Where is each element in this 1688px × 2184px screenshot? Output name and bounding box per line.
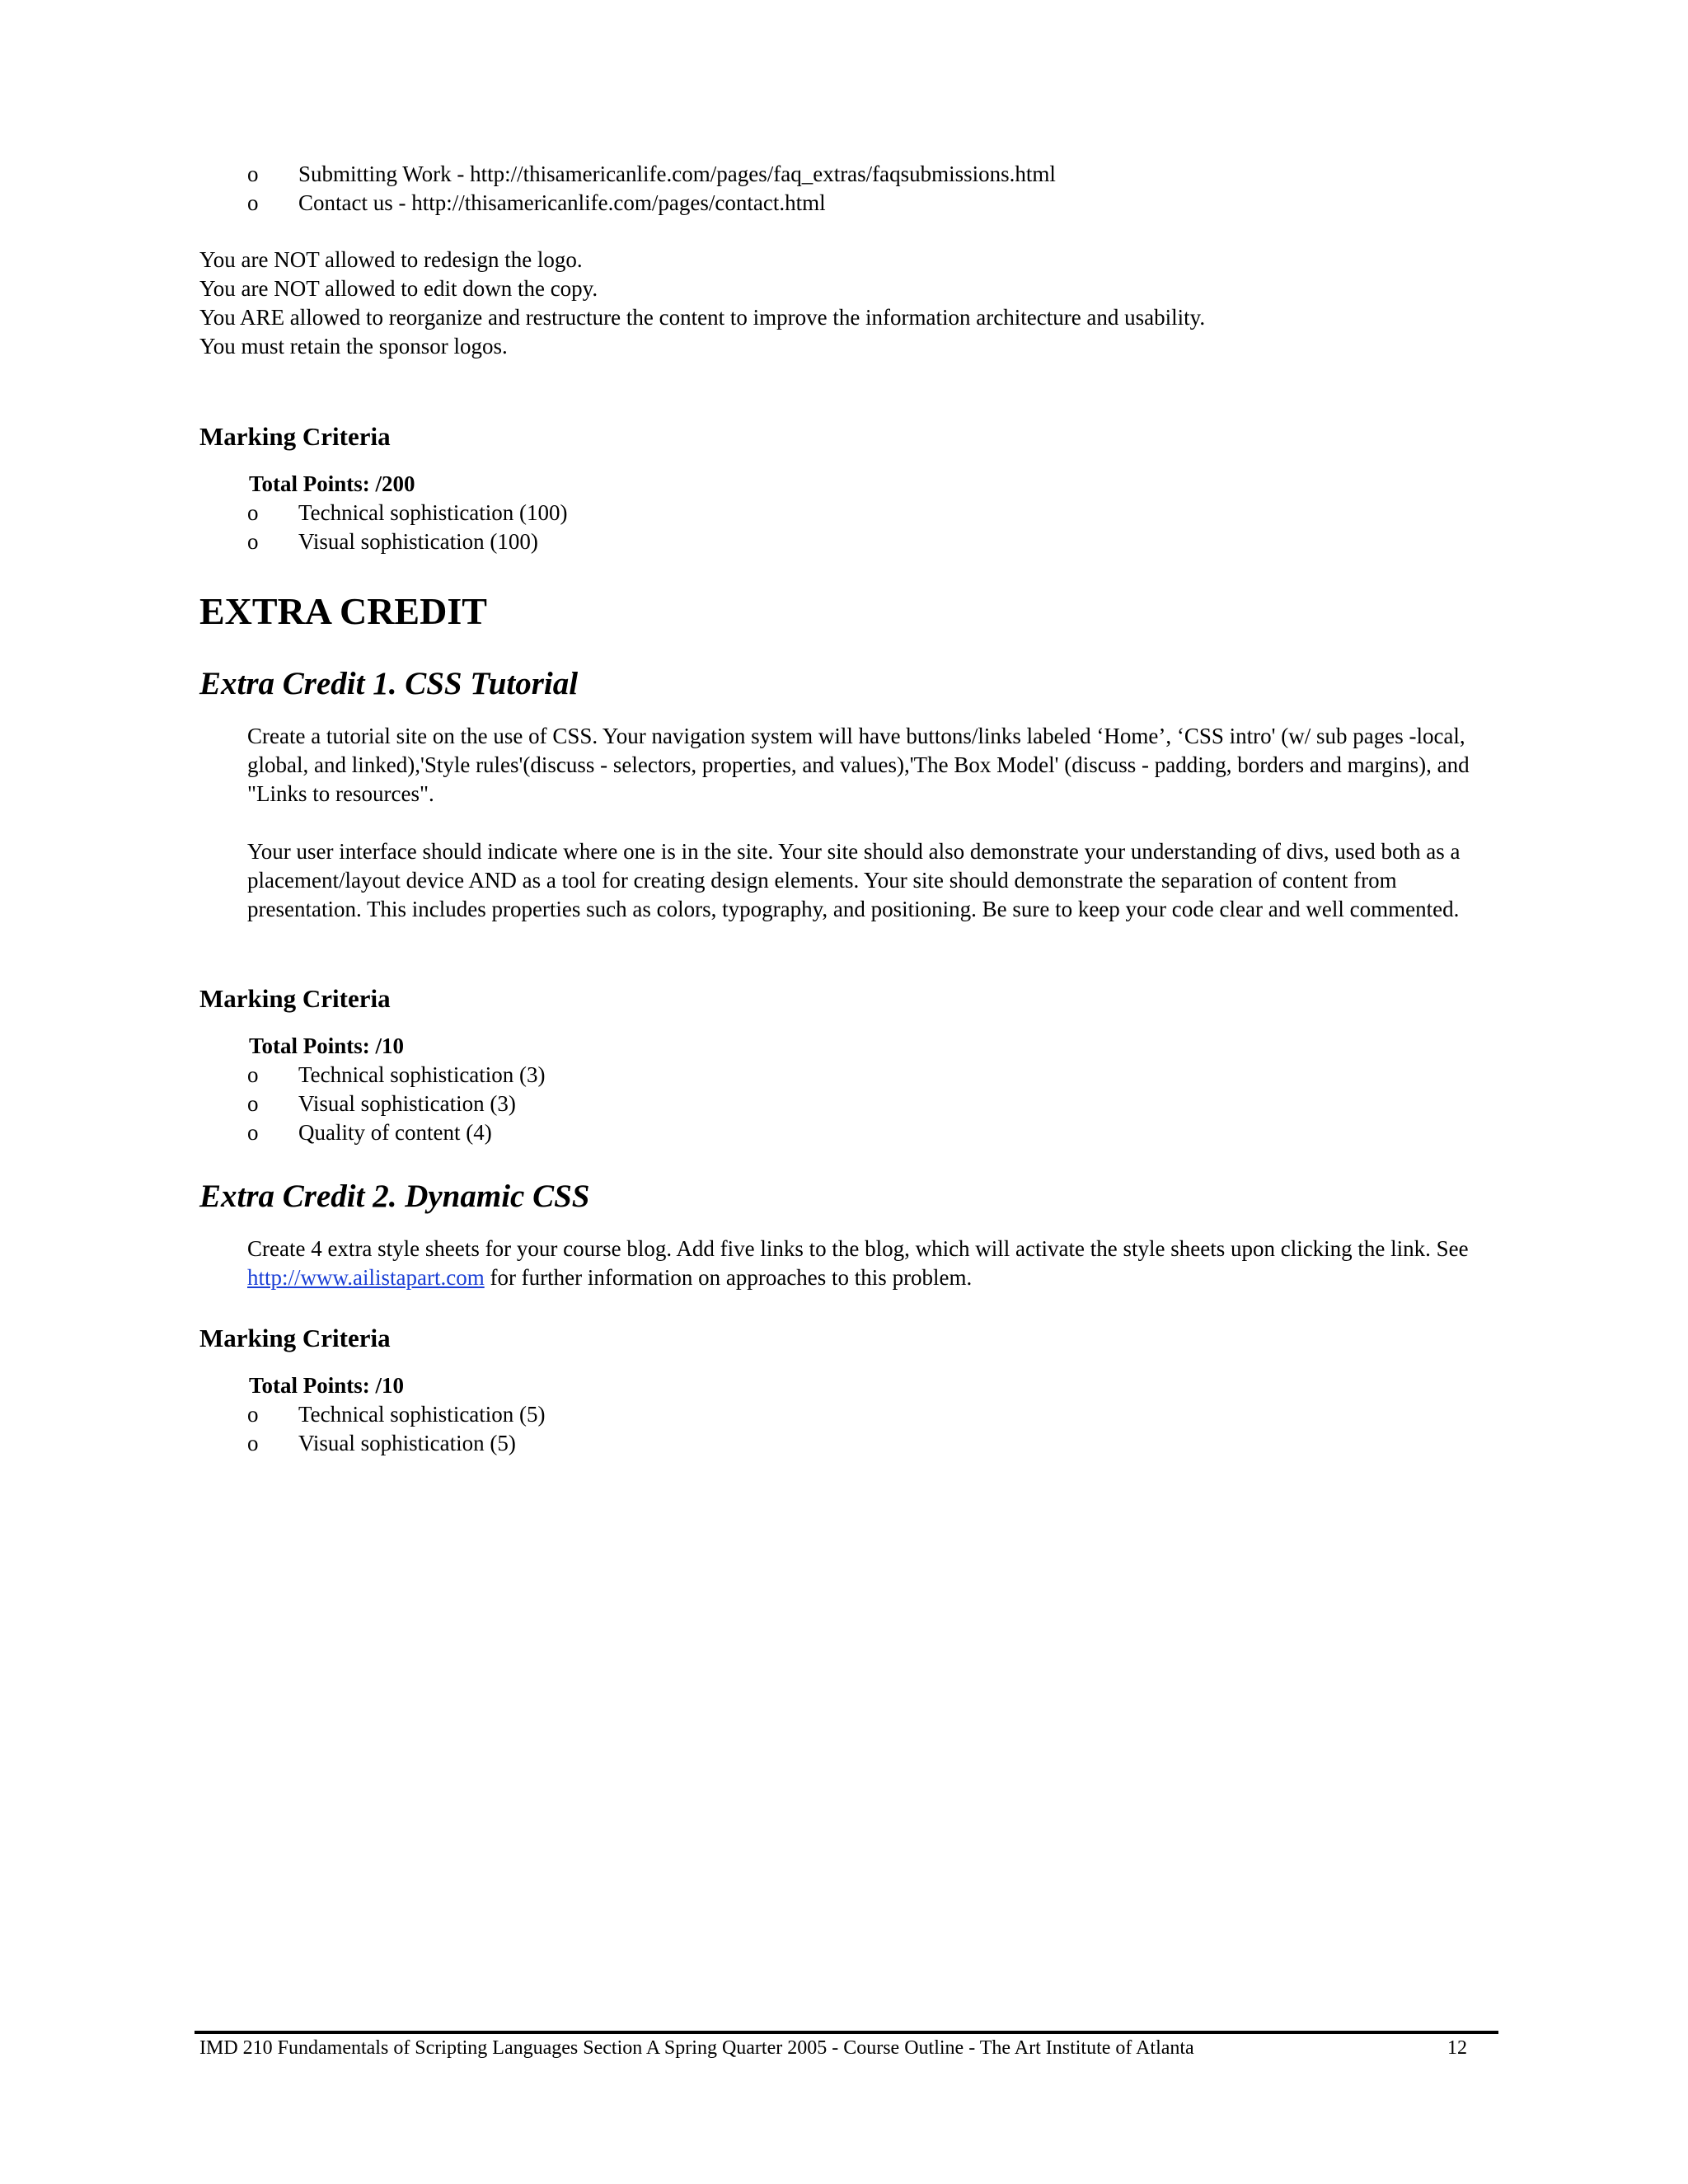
bullet-mark: o — [247, 529, 259, 554]
rule-line: You ARE allowed to reorganize and restructure the content to improve the information architecture and usability. — [199, 305, 1206, 330]
extra-credit-1-title: Extra Credit 1. CSS Tutorial — [199, 666, 579, 701]
extra-credit-1-paragraph-1 — [247, 722, 1500, 808]
bullet-mark: o — [247, 1062, 259, 1087]
list-item-text: Technical sophistication (3) — [298, 1062, 546, 1087]
footer-text: IMD 210 Fundamentals of Scripting Languages Section A Spring Quarter 2005 - Course Outline - The Art Institute of Atlanta — [199, 2037, 1194, 2059]
paragraph-text-start: Create 4 extra style sheets for your course blog. Add five links to the blog, which will activate the style sheets upon clicking the link. See — [247, 1236, 1469, 1261]
bullet-mark: o — [247, 500, 259, 525]
page-number: 12 — [1447, 2037, 1467, 2059]
rule-line: You are NOT allowed to edit down the copy. — [199, 276, 598, 301]
marking-criteria-heading: Marking Criteria — [199, 1324, 391, 1352]
rule-line: You must retain the sponsor logos. — [199, 334, 508, 359]
list-item-text: Contact us - http://thisamericanlife.com/pages/contact.html — [298, 190, 826, 215]
list-item-text: Visual sophistication (100) — [298, 529, 538, 554]
bullet-mark: o — [247, 190, 259, 215]
paragraph-text-end: for further information on approaches to this problem. — [484, 1265, 973, 1290]
bullet-mark: o — [247, 1402, 259, 1427]
extra-credit-1-paragraph-2 — [247, 837, 1500, 924]
list-item-text: Submitting Work - http://thisamericanlife.com/pages/faq_extras/faqsubmissions.html — [298, 162, 1056, 186]
marking-criteria-heading: Marking Criteria — [199, 422, 391, 451]
paragraph-text: Create a tutorial site on the use of CSS. Your navigation system will have buttons/links labeled ‘Home’, ‘CSS intro' (w/ sub pages -local, global, and linked),'Style rules'(discuss - selectors, properties, and values),'The Box Model' (discuss - padding, borders and margins), and "Links to resources". — [247, 724, 1470, 806]
extra-credit-2-paragraph — [247, 1235, 1500, 1292]
list-item-text: Visual sophistication (5) — [298, 1431, 516, 1455]
list-item-text: Visual sophistication (3) — [298, 1091, 516, 1116]
bullet-mark: o — [247, 1431, 259, 1455]
list-item-text: Quality of content (4) — [298, 1120, 492, 1145]
total-points: Total Points: /10 — [249, 1033, 405, 1058]
total-points: Total Points: /10 — [249, 1373, 405, 1398]
ailistapart-link[interactable]: http://www.ailistapart.com — [247, 1265, 485, 1290]
list-item-text: Technical sophistication (5) — [298, 1402, 546, 1427]
extra-credit-title: EXTRA CREDIT — [199, 590, 487, 632]
extra-credit-2-title: Extra Credit 2. Dynamic CSS — [199, 1179, 590, 1214]
bullet-mark: o — [247, 162, 259, 186]
list-item-text: Technical sophistication (100) — [298, 500, 568, 525]
bullet-mark: o — [247, 1120, 259, 1145]
paragraph-text — [247, 1235, 1500, 1292]
total-points: Total Points: /200 — [249, 471, 415, 496]
marking-criteria-heading: Marking Criteria — [199, 984, 391, 1013]
footer-rule — [195, 2031, 1498, 2034]
paragraph-text: Your user interface should indicate where one is in the site. Your site should also demonstrate your understanding of divs, used both as a placement/layout device AND as a tool for creating design elements. Your site should demonstrate the separation of content from presentation. This includes properties such as colors, typography, and positioning. Be sure to keep your code clear and well commented. — [247, 839, 1461, 921]
rule-line: You are NOT allowed to redesign the logo. — [199, 247, 583, 272]
bullet-mark: o — [247, 1091, 259, 1116]
